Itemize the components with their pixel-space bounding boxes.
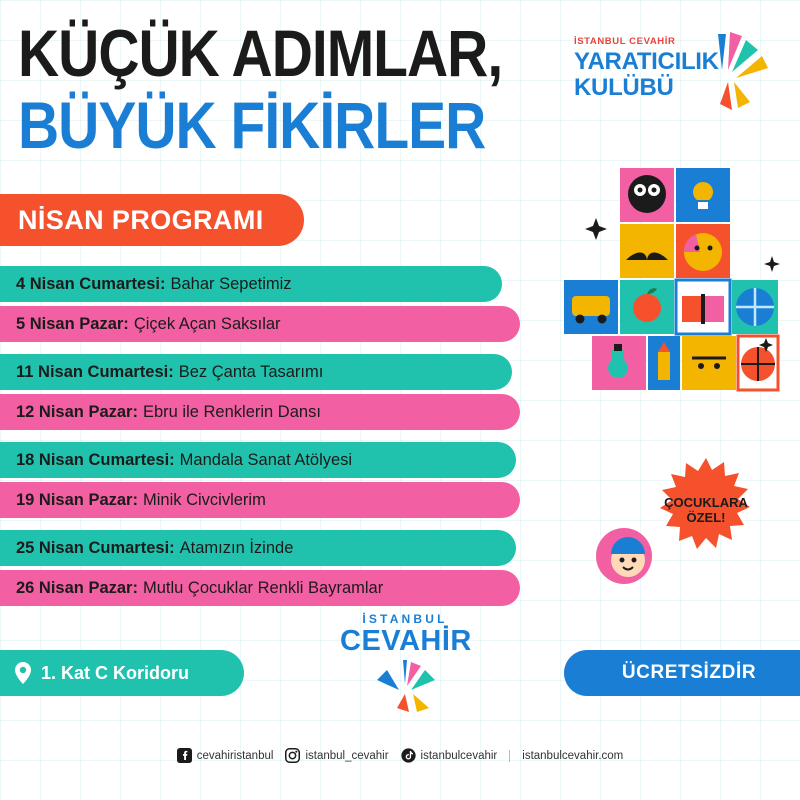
event-title: Mutlu Çocuklar Renkli Bayramlar — [142, 578, 384, 597]
kids-badge-line-1: ÇOCUKLARA — [664, 495, 748, 510]
kids-badge-text — [652, 496, 760, 526]
social-item-facebook[interactable] — [177, 748, 274, 763]
mall-logo-line-1: İSTANBUL — [362, 612, 448, 626]
schedule-group — [0, 530, 522, 606]
event-date: 19 Nisan Pazar: — [16, 490, 138, 509]
social-handle: istanbulcevahir — [420, 749, 498, 762]
website-link[interactable]: istanbulcevahir.com — [509, 750, 623, 762]
list-item — [0, 482, 520, 518]
tiktok-icon — [401, 748, 416, 763]
headline-line-1: KÜÇÜK ADIMLAR, — [18, 17, 503, 91]
free-entry-label: ÜCRETSİZDİR — [621, 662, 757, 683]
map-pin-icon — [14, 662, 32, 684]
event-title: Bez Çanta Tasarımı — [178, 362, 324, 381]
social-handle: istanbul_cevahir — [305, 749, 389, 762]
status-badge — [584, 450, 774, 590]
creativity-club-logo — [574, 30, 774, 122]
star-icon — [688, 30, 774, 116]
free-entry-button[interactable] — [564, 650, 800, 696]
schedule-group — [0, 266, 522, 342]
event-title: Minik Civcivlerim — [142, 490, 266, 509]
event-date: 12 Nisan Pazar: — [16, 402, 138, 421]
social-item-tiktok[interactable] — [401, 748, 498, 763]
list-item — [0, 306, 520, 342]
education-collage-illustration — [534, 160, 784, 400]
location-label: 1. Kat C Koridoru — [41, 662, 190, 683]
list-item — [0, 442, 516, 478]
mall-logo-line-2: CEVAHİR — [340, 625, 472, 657]
social-bar — [0, 748, 800, 763]
list-item — [0, 354, 512, 390]
list-item — [0, 394, 520, 430]
kids-badge-line-2: ÖZEL! — [686, 509, 726, 525]
schedule-group — [0, 354, 522, 430]
page-title — [18, 17, 503, 164]
event-date: 18 Nisan Cumartesi: — [16, 450, 175, 469]
list-item — [0, 266, 502, 302]
event-title: Ebru ile Renklerin Dansı — [142, 402, 321, 421]
event-date: 11 Nisan Cumartesi: — [16, 362, 174, 381]
event-date: 4 Nisan Cumartesi: — [16, 274, 166, 293]
schedule-group — [0, 442, 522, 518]
event-date: 26 Nisan Pazar: — [16, 578, 138, 597]
club-logo-supertext: İSTANBUL CEVAHİR — [574, 36, 676, 47]
istanbul-cevahir-logo — [340, 612, 470, 722]
facebook-icon — [177, 748, 192, 763]
social-item-instagram[interactable] — [285, 748, 388, 763]
headline-line-2: BÜYÜK FİKİRLER — [18, 89, 486, 164]
location-pill — [0, 650, 244, 696]
event-date: 25 Nisan Cumartesi: — [16, 538, 175, 557]
star-icon — [363, 658, 447, 714]
event-title: Çiçek Açan Saksılar — [133, 314, 281, 333]
instagram-icon — [285, 748, 300, 763]
list-item — [0, 570, 520, 606]
club-logo-line-2: KULÜBÜ — [574, 74, 674, 101]
event-title: Mandala Sanat Atölyesi — [179, 450, 353, 469]
list-item — [0, 530, 516, 566]
event-title: Bahar Sepetimiz — [170, 274, 292, 293]
event-date: 5 Nisan Pazar: — [16, 314, 129, 333]
social-handle: cevahiristanbul — [196, 749, 274, 762]
program-ribbon-label: NİSAN PROGRAMI — [18, 204, 264, 235]
program-ribbon — [0, 194, 304, 246]
schedule-list — [0, 266, 522, 618]
club-logo-line-1: YARATICILIK — [574, 48, 719, 75]
event-title: Atamızın İzinde — [179, 538, 294, 557]
